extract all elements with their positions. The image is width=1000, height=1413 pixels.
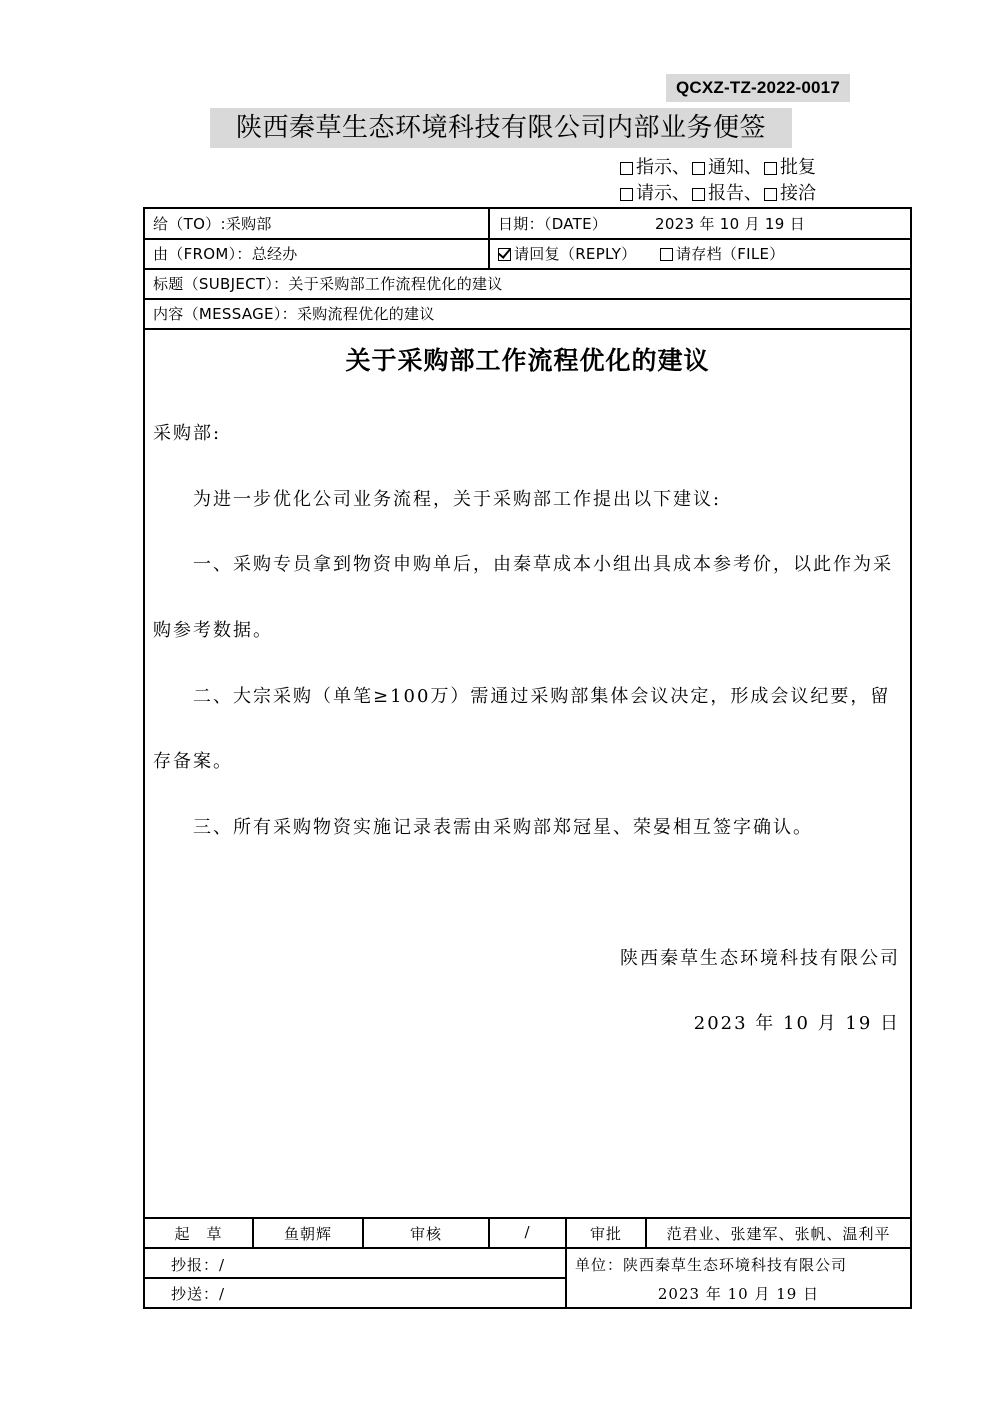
checkbox-icon[interactable] [692, 188, 705, 201]
from-field: 由（FROM）：总经办 [153, 245, 298, 263]
document-number: QCXZ-TZ-2022-0017 [666, 74, 850, 102]
checkbox-icon[interactable] [620, 188, 633, 201]
memo-form [143, 207, 912, 1309]
signature-company: 陕西秦草生态环境科技有限公司 [620, 948, 900, 969]
salutation: 采购部: [153, 423, 222, 444]
signature-date: 2023 年 10 月 19 日 [693, 1013, 900, 1034]
file-option[interactable] [660, 240, 785, 268]
type-option-label: 批复 [780, 157, 816, 178]
file-label: 请存档（FILE） [676, 245, 785, 263]
draft-value: 鱼朝辉 [283, 1225, 332, 1243]
copy-to: 抄送：/ [171, 1285, 226, 1303]
row-divider [145, 328, 910, 330]
checkbox-icon[interactable] [620, 162, 633, 175]
item-3: 三、所有采购物资实施记录表需由采购部郑冠星、荣晏相互签字确认。 [193, 817, 813, 838]
type-option-label: 报告 [708, 183, 744, 204]
row-divider [145, 1247, 910, 1249]
type-option-label: 通知 [708, 157, 744, 178]
to-field: 给（TO）:采购部 [153, 215, 272, 233]
type-options-row-2: 请示 、 报告 、 接洽 [620, 182, 816, 206]
report-to: 抄报：/ [171, 1256, 226, 1274]
checkbox-icon[interactable] [692, 162, 705, 175]
item-1-line-1: 一、采购专员拿到物资申购单后，由秦草成本小组出具成本参考价，以此作为采 [193, 554, 893, 575]
checkbox-icon[interactable] [764, 188, 777, 201]
subject-field: 标题（SUBJECT）：关于采购部工作流程优化的建议 [153, 275, 503, 293]
footer-top-border [145, 1217, 910, 1219]
draft-label: 起 草 [174, 1225, 223, 1243]
review-label: 审核 [409, 1225, 442, 1243]
type-options-row-1: 指示 、 通知 、 批复 [620, 156, 816, 180]
row-divider [145, 1277, 565, 1279]
reply-label: 请回复（REPLY） [514, 245, 637, 263]
date-value: 2023 年 10 月 19 日 [655, 215, 805, 233]
review-value: / [524, 1223, 531, 1241]
checked-checkbox-icon[interactable] [498, 248, 511, 261]
date-label: 日期：（DATE） [498, 215, 608, 233]
message-field: 内容（MESSAGE）：采购流程优化的建议 [153, 305, 435, 323]
item-1-line-2: 购参考数据。 [153, 620, 273, 641]
approve-label: 审批 [589, 1225, 622, 1243]
letter-heading: 关于采购部工作流程优化的建议 [345, 346, 710, 375]
checkbox-icon[interactable] [660, 248, 673, 261]
item-2-line-1: 二、大宗采购（单笔≥100万）需通过采购部集体会议决定，形成会议纪要，留 [193, 686, 891, 707]
unit: 单位：陕西秦草生态环境科技有限公司 [575, 1256, 848, 1274]
form-title: 陕西秦草生态环境科技有限公司内部业务便签 [210, 108, 792, 148]
item-2-line-2: 存备案。 [153, 751, 233, 772]
checkbox-icon[interactable] [764, 162, 777, 175]
type-option-label: 指示 [636, 157, 672, 178]
type-option-label: 请示 [636, 183, 672, 204]
reply-option[interactable] [498, 240, 636, 268]
intro-paragraph: 为进一步优化公司业务流程，关于采购部工作提出以下建议: [193, 489, 722, 510]
unit-date: 2023 年 10 月 19 日 [657, 1285, 820, 1303]
type-option-label: 接洽 [780, 183, 816, 204]
approve-value: 范君业、张建军、张帆、温利平 [666, 1225, 891, 1243]
